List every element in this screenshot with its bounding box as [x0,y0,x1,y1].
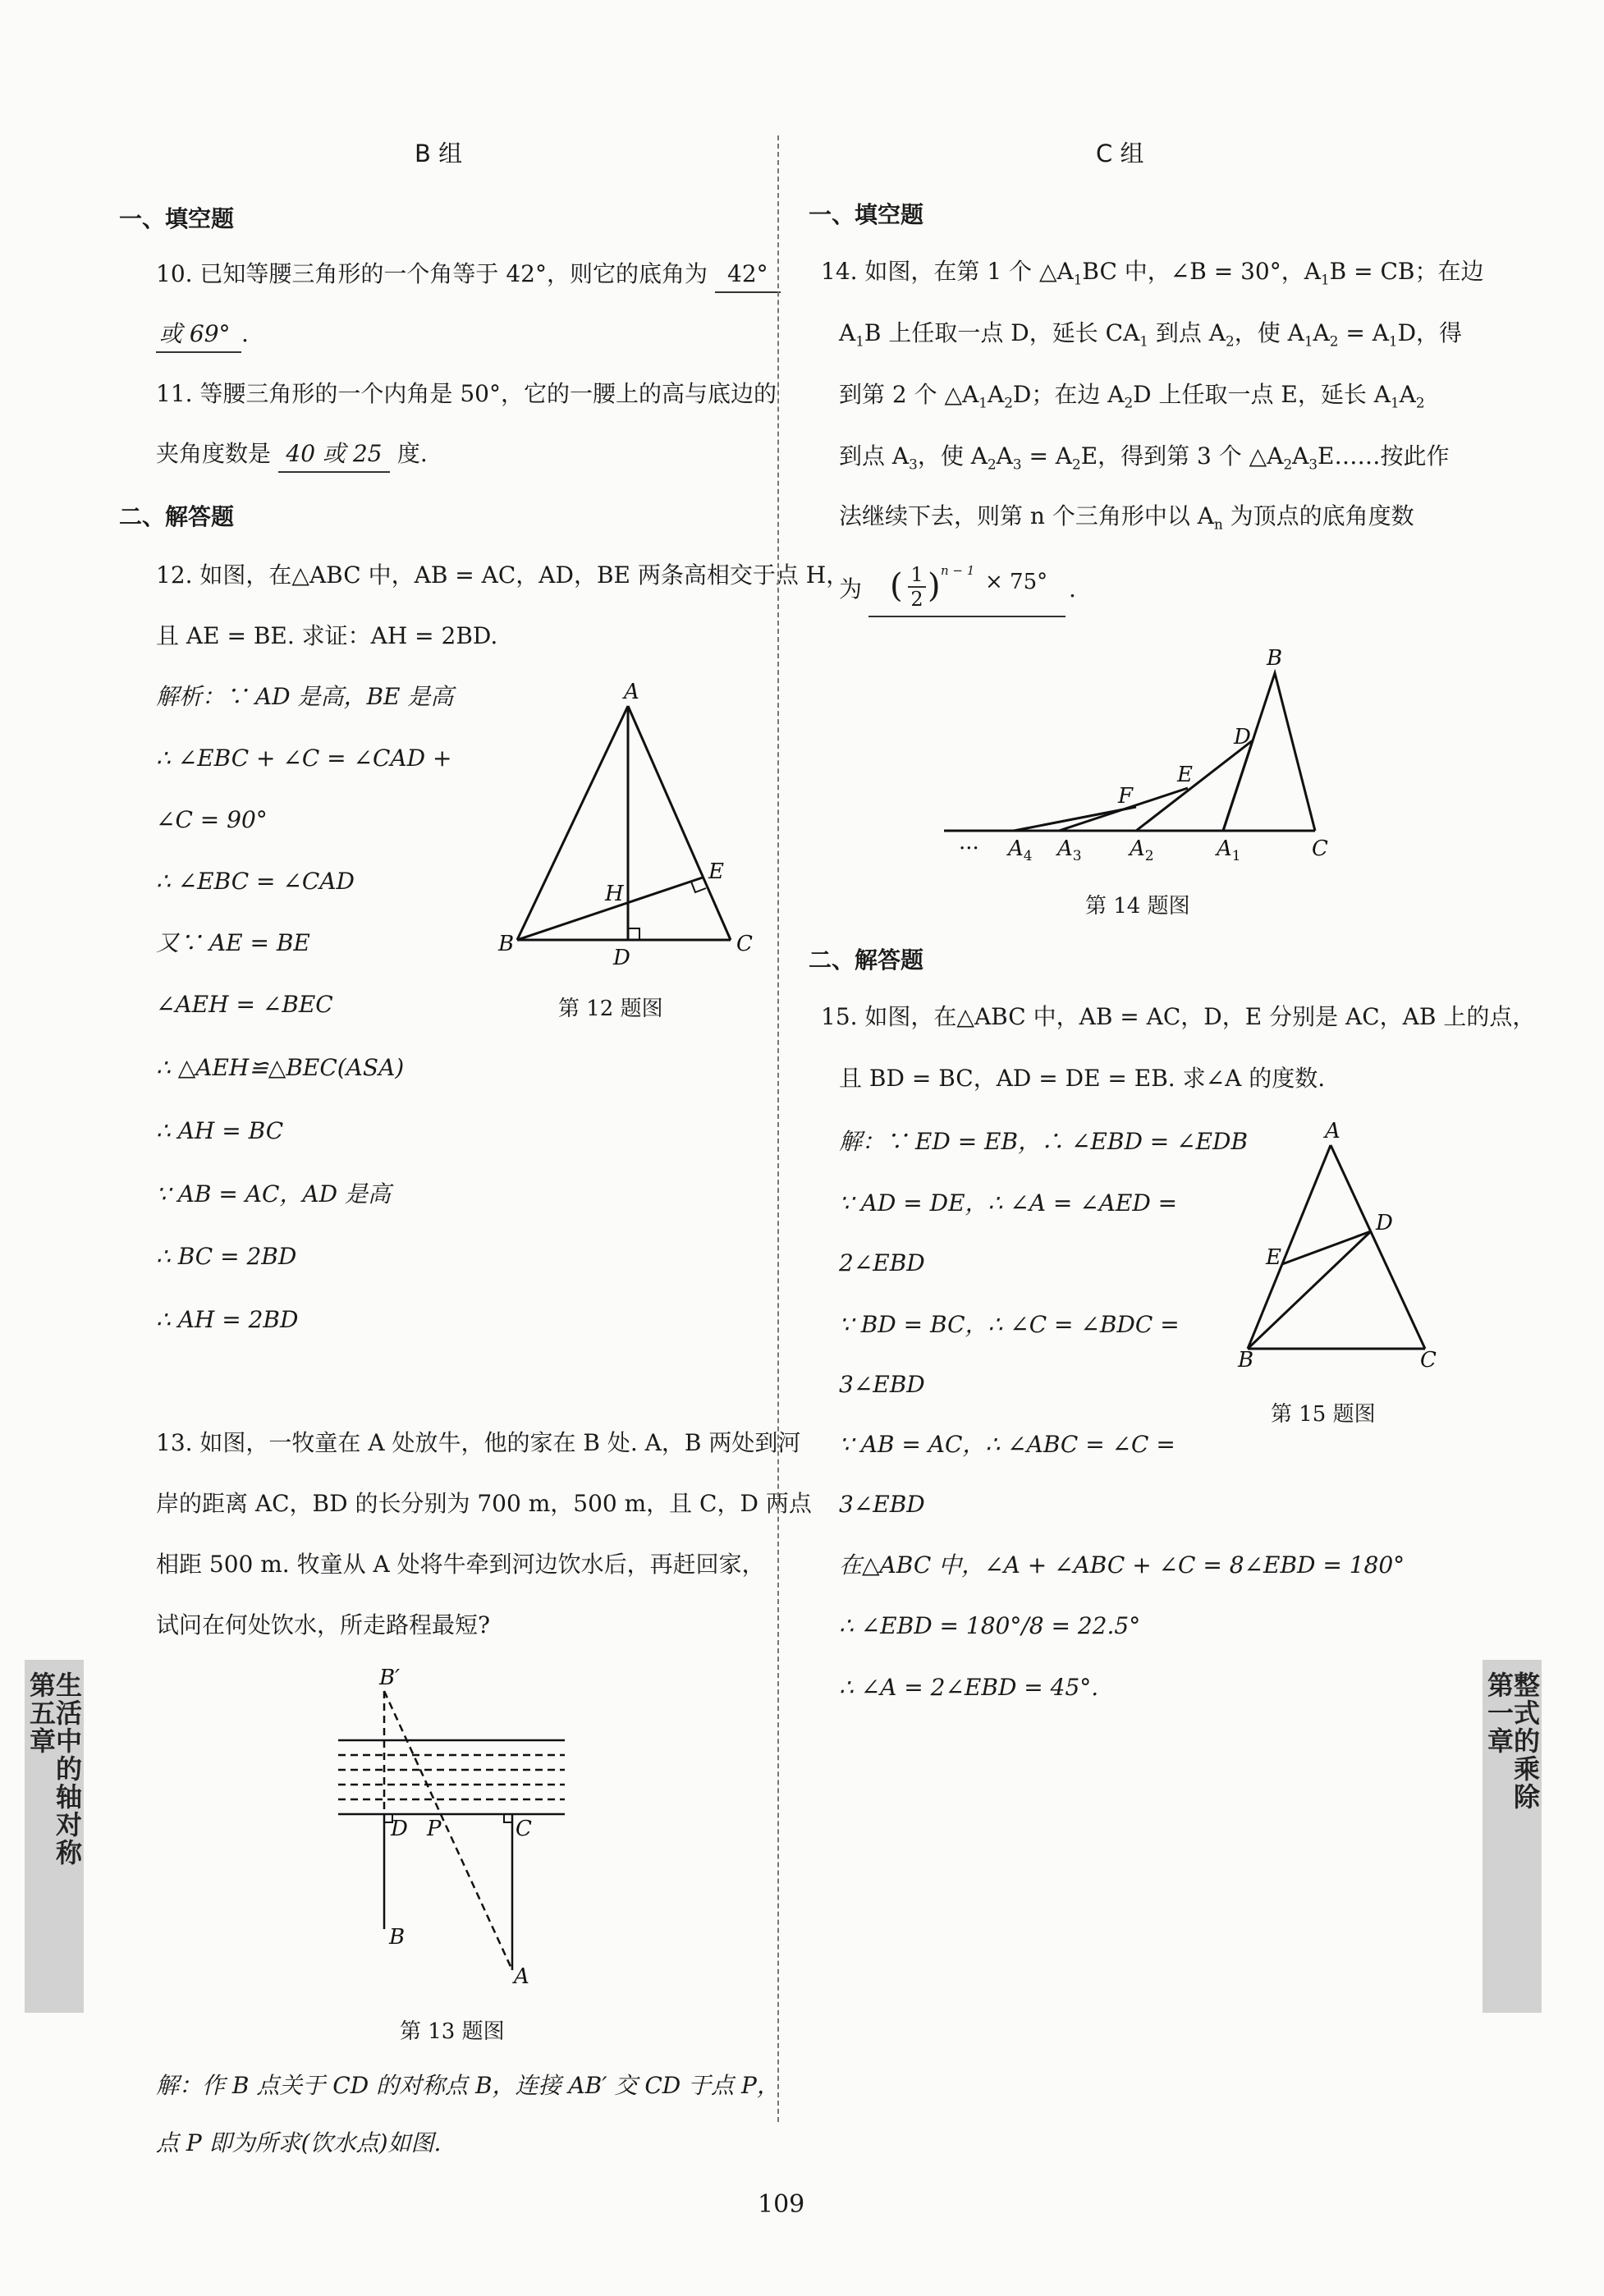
question-15-line2: 且 BD = BC，AD = DE = EB. 求∠A 的度数. [839,1065,1326,1092]
fig12-label-a: A [624,680,639,704]
fig14-label-a4: $A_4$ [1008,836,1033,864]
page-number: 109 [758,2190,805,2219]
question-13-line: 试问在何处饮水，所走路程最短? [156,1611,491,1638]
chapter-tab-right-title: 整式的乘除 [1510,1671,1541,1811]
question-15-line1: 15. 如图，在△ABC 中，AB = AC，D，E 分别是 AC，AB 上的点， [821,1003,1536,1030]
fig14-label-d: D [1234,725,1251,749]
fig12-right-angle-e [691,882,706,892]
question-14-line2: $A_1B$ 上任取一点 D，延长 $CA_1$ 到点 $A_2$，使 $A_1A_2 = A_1D$，得 [839,319,1463,350]
fig13-label-a: A [514,1964,529,1987]
fig12-label-e: E [708,859,724,884]
q10-end: . [241,320,249,347]
left-section-solve: 二、解答题 [119,503,235,530]
question-10 [156,257,781,293]
figure-14-caption: 第 14 题图 [1085,894,1190,919]
solution-12-line: ∠AEH = ∠BEC [156,991,333,1018]
solution-12-line: ∴ AH = 2BD [156,1306,299,1333]
q10-text: 10. 已知等腰三角形的一个角等于 42°，则它的底角为 [156,260,708,287]
fig12-label-c: C [736,932,753,956]
question-12-line2: 且 AE = BE. 求证：AH = 2BD. [156,622,498,649]
figure-13-caption: 第 13 题图 [400,2019,505,2044]
fig13-label-c: C [516,1817,532,1841]
fig13-label-d: D [391,1817,408,1841]
right-section-fill: 一、填空题 [809,201,924,228]
fig13-label-bprime: B′ [379,1666,401,1690]
q11-pre: 夹角度数是 [156,440,272,467]
question-11-line2 [156,437,428,473]
solution-12-line: 解析：∵ AD 是高，BE 是高 [156,683,454,710]
question-14-line1: 14. 如图，在第 1 个 $\triangle A_1BC$ 中，∠B = 30°，$A_1B$ = CB；在边 [821,258,1484,288]
fig14-label-a2: $A_2$ [1130,836,1154,864]
solution-15-line: ∵ AD = DE，∴ ∠A = ∠AED = [839,1189,1178,1217]
solution-15-line: 2∠EBD [839,1249,925,1276]
fig15-side-ab [1248,1145,1331,1349]
solution-13-line: 点 P 即为所求(饮水点)如图. [156,2129,442,2156]
question-13-line: 13. 如图，一牧童在 A 处放牛，他的家在 B 处. A，B 两处到河 [156,1429,801,1456]
solution-12-line: ∵ AB = AC，AD 是高 [156,1180,391,1208]
left-section-fill: 一、填空题 [119,205,235,232]
question-14-line5: 法继续下去，则第 n 个三角形中以 $A_n$ 为顶点的底角度数 [839,502,1414,533]
solution-15-line: 解：∵ ED = EB，∴ ∠EBD = ∠EDB [839,1128,1249,1155]
solution-15-line: 在△ABC 中，∠A + ∠ABC + ∠C = 8∠EBD = 180° [839,1551,1405,1579]
column-divider [777,135,779,2122]
solution-15-line: ∵ BD = BC，∴ ∠C = ∠BDC = [839,1311,1180,1338]
q14-answer-blank [868,558,1066,617]
figure-12 [488,677,768,973]
solution-12-line: 又∵ AE = BE [156,929,310,956]
left-group-title: B 组 [415,140,463,167]
fig12-label-h: H [605,882,624,906]
fig13-right-angle-c [504,1814,512,1822]
q14-tail: × 75° [985,570,1048,594]
solution-12-line: ∠C = 90° [156,806,268,833]
fig14-label-f: F [1118,784,1134,809]
chapter-tab-right-number: 第一章 [1483,1671,1515,1755]
solution-15-line: ∴ ∠EBD = 180°/8 = 22.5° [839,1612,1141,1639]
q10-answer-2: 或 69° [156,317,241,353]
fig15-label-e: E [1266,1245,1281,1270]
solution-13-line: 解：作 B 点关于 CD 的对称点 B，连接 AB′ 交 CD 于点 P， [156,2072,780,2099]
q11-post: 度. [396,440,428,467]
q14-numerator: 1 [908,563,926,588]
figure-13 [328,1658,591,1987]
solution-12-line: ∴ AH = BC [156,1117,284,1144]
fig14-label-b: B [1267,646,1283,671]
q14-exponent: n − 1 [941,563,975,578]
figure-12-caption: 第 12 题图 [558,997,663,1021]
q10-answer-1: 42° [715,257,781,293]
solution-15-line: ∵ AB = AC，∴ ∠ABC = ∠C = [839,1431,1176,1458]
solution-12-line: ∴ △AEH≌△BEC(ASA) [156,1054,405,1081]
fig15-side-ac [1331,1145,1425,1349]
q14-paren-left: ( [890,567,903,605]
q14-denominator: 2 [910,588,923,611]
solution-15-line: ∴ ∠A = 2∠EBD = 45°. [839,1674,1099,1701]
chapter-tab-right [1483,1660,1542,2013]
fig14-label-a1: $A_1$ [1217,836,1241,864]
figure-15 [1223,1116,1461,1379]
fig14-label-e: E [1177,763,1193,787]
fig14-label-dots: ··· [959,836,979,861]
figure-14 [936,640,1346,870]
fig14-label-a3: $A_3$ [1057,836,1082,864]
fig14-triangle-2 [1136,740,1253,831]
solution-15-line: 3∠EBD [839,1371,925,1398]
chapter-tab-left-number: 第五章 [25,1671,57,1755]
question-14-line6: 为 [839,575,863,603]
right-group-title: C 组 [1096,140,1144,167]
fig12-label-b: B [498,932,515,956]
fig14-label-c: C [1312,836,1328,861]
fig15-label-a: A [1325,1119,1340,1143]
chapter-tab-left-title: 生活中的轴对称 [52,1671,83,1867]
fig15-label-d: D [1376,1211,1393,1235]
question-10-cont [156,317,249,353]
q14-end: . [1069,575,1076,603]
question-12-line1: 12. 如图，在△ABC 中，AB = AC，AD，BE 两条高相交于点 H， [156,561,850,589]
fig14-triangle-4 [1014,807,1136,831]
right-section-solve: 二、解答题 [809,946,924,974]
question-14-line4: 到点 $A_3$，使 $A_2A_3 = A_2E$，得到第 3 个 $\triangle A_2A_3E\dots\dots$按此作 [839,442,1450,473]
solution-12-line: ∴ ∠EBC + ∠C = ∠CAD + [156,745,452,772]
fig13-label-p: P [427,1817,442,1841]
question-11-line1: 11. 等腰三角形的一个内角是 50°，它的一腰上的高与底边的 [156,380,777,407]
fig13-label-b: B [389,1925,406,1950]
solution-12-line: ∴ BC = 2BD [156,1243,297,1270]
fig12-right-angle-d [628,928,639,940]
figure-15-caption: 第 15 题图 [1271,1402,1376,1427]
question-13-line: 相距 500 m. 牧童从 A 处将牛牵到河边饮水后，再赶回家， [156,1551,765,1578]
fig15-segment-ed [1282,1231,1371,1264]
solution-15-line: 3∠EBD [839,1491,925,1518]
q11-answer: 40 或 25 [278,437,390,473]
fig12-label-d: D [613,946,630,970]
solution-12-line: ∴ ∠EBC = ∠CAD [156,868,355,895]
fig15-label-b: B [1238,1348,1254,1373]
fig15-label-c: C [1420,1348,1437,1373]
question-13-line: 岸的距离 AC，BD 的长分别为 700 m，500 m，且 C，D 两点 [156,1490,812,1517]
q14-paren-right: ) [928,567,941,605]
fig12-side-ac [628,706,731,940]
chapter-tab-left [25,1660,84,2013]
question-14-line3: 到第 2 个 $\triangle A_1A_2D$；在边 $A_2D$ 上任取一点 E，延长 $A_1A_2$ [839,381,1425,411]
